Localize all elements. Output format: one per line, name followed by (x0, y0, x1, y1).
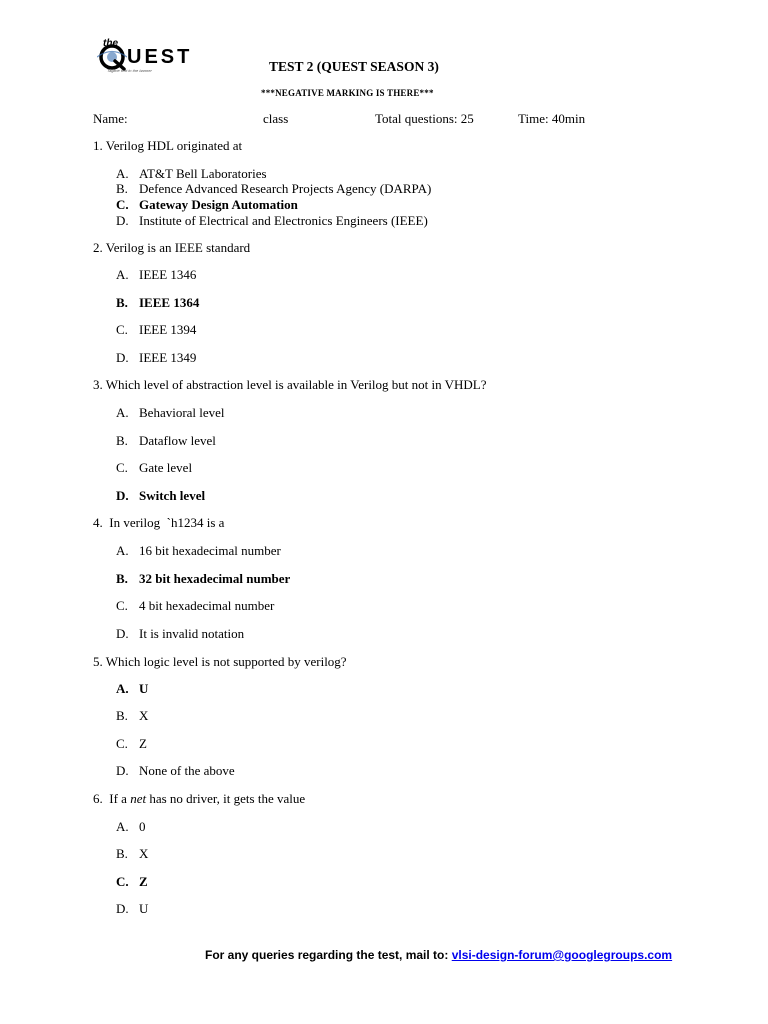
option-letter: B. (116, 181, 128, 196)
negative-marking-notice: ***NEGATIVE MARKING IS THERE*** (261, 88, 434, 98)
option-text: Dataflow level (139, 433, 216, 448)
question-5: 5. Which logic level is not supported by verilog? (93, 654, 347, 669)
q1-option-a (116, 166, 267, 182)
q1-option-b (116, 181, 431, 197)
q1-option-d (116, 213, 428, 229)
option-letter: A. (116, 819, 129, 834)
question-3: 3. Which level of abstraction level is available in Verilog but not in VHDL? (93, 377, 487, 392)
question-6 (93, 791, 305, 807)
option-text: 32 bit hexadecimal number (139, 571, 291, 586)
option-letter: B. (116, 708, 128, 723)
option-text: 16 bit hexadecimal number (139, 543, 281, 558)
option-letter: B. (116, 433, 128, 448)
question-6-pre: 6. If a (93, 791, 131, 806)
option-text: Z (139, 874, 148, 889)
q5-option-d (116, 763, 235, 779)
option-letter: C. (116, 874, 129, 889)
q2-option-b-correct (116, 295, 199, 311)
option-text: Switch level (139, 488, 206, 503)
option-text: Gateway Design Automation (139, 197, 298, 212)
option-letter: C. (116, 598, 128, 613)
quest-logo (97, 38, 225, 76)
q2-option-d (116, 350, 196, 366)
q6-option-d (116, 901, 148, 917)
option-text: X (139, 708, 149, 723)
question-2: 2. Verilog is an IEEE standard (93, 240, 251, 255)
q6-option-b (116, 846, 148, 862)
q3-option-c (116, 460, 192, 476)
option-letter: B. (116, 571, 128, 586)
option-letter: D. (116, 901, 129, 916)
option-text: Defence Advanced Research Projects Agency (DARPA) (139, 181, 432, 196)
q3-option-d-correct (116, 488, 205, 504)
option-letter: A. (116, 543, 129, 558)
option-letter: D. (116, 350, 129, 365)
q5-option-a-correct (116, 681, 148, 697)
option-letter: D. (116, 488, 129, 503)
q2-option-c (116, 322, 196, 338)
option-letter: C. (116, 460, 128, 475)
option-letter: A. (116, 681, 129, 696)
option-text: Gate level (139, 460, 193, 475)
q2-option-a (116, 267, 196, 283)
option-text: 0 (139, 819, 146, 834)
option-letter: C. (116, 197, 129, 212)
option-text: AT&T Bell Laboratories (139, 166, 267, 181)
logo-word: UEST (127, 46, 193, 68)
option-text: X (139, 846, 149, 861)
q4-option-b-correct (116, 571, 290, 587)
option-text: Behavioral level (139, 405, 225, 420)
q5-option-c (116, 736, 147, 752)
option-text: IEEE 1364 (139, 295, 200, 310)
page-title: TEST 2 (QUEST SEASON 3) (269, 59, 439, 74)
option-text: It is invalid notation (139, 626, 245, 641)
option-letter: A. (116, 405, 129, 420)
option-letter: D. (116, 213, 129, 228)
logo-small-word: the (103, 38, 118, 49)
question-4: 4. In verilog `h1234 is a (93, 515, 225, 530)
option-letter: B. (116, 295, 128, 310)
option-text: U (139, 901, 149, 916)
q5-option-b (116, 708, 148, 724)
option-letter: D. (116, 763, 129, 778)
option-letter: B. (116, 846, 128, 861)
time-label: Time: 40min (518, 111, 586, 126)
class-label: class (263, 111, 289, 126)
q6-option-a (116, 819, 146, 835)
option-text: None of the above (139, 763, 235, 778)
email-link[interactable]: vlsi-design-forum@googlegroups.com (451, 948, 673, 962)
option-text: Z (139, 736, 147, 751)
option-text: Institute of Electrical and Electronics Engineers (IEEE) (139, 213, 428, 228)
q6-option-c-correct (116, 874, 148, 890)
option-letter: A. (116, 166, 129, 181)
question-6-net-term: net (130, 791, 147, 806)
option-text: IEEE 1349 (139, 350, 197, 365)
option-letter: C. (116, 736, 128, 751)
q1-option-c-correct (116, 197, 298, 213)
q3-option-a (116, 405, 225, 421)
option-text: 4 bit hexadecimal number (139, 598, 275, 613)
option-letter: A. (116, 267, 129, 282)
q4-option-d (116, 626, 244, 642)
option-letter: D. (116, 626, 129, 641)
q4-option-c (116, 598, 274, 614)
name-label: Name: (93, 111, 128, 126)
option-text: U (139, 681, 149, 696)
question-1: 1. Verilog HDL originated at (93, 138, 243, 153)
logo-tagline: Tagline text in the banner (107, 68, 152, 73)
q4-option-a (116, 543, 281, 559)
footer-contact (205, 948, 672, 962)
option-text: IEEE 1394 (139, 322, 197, 337)
q3-option-b (116, 433, 216, 449)
footer-text: For any queries regarding the test, mail to: (205, 948, 452, 962)
option-letter: C. (116, 322, 128, 337)
option-text: IEEE 1346 (139, 267, 197, 282)
question-6-post: has no driver, it gets the value (146, 791, 306, 806)
total-questions-label: Total questions: 25 (375, 111, 474, 126)
